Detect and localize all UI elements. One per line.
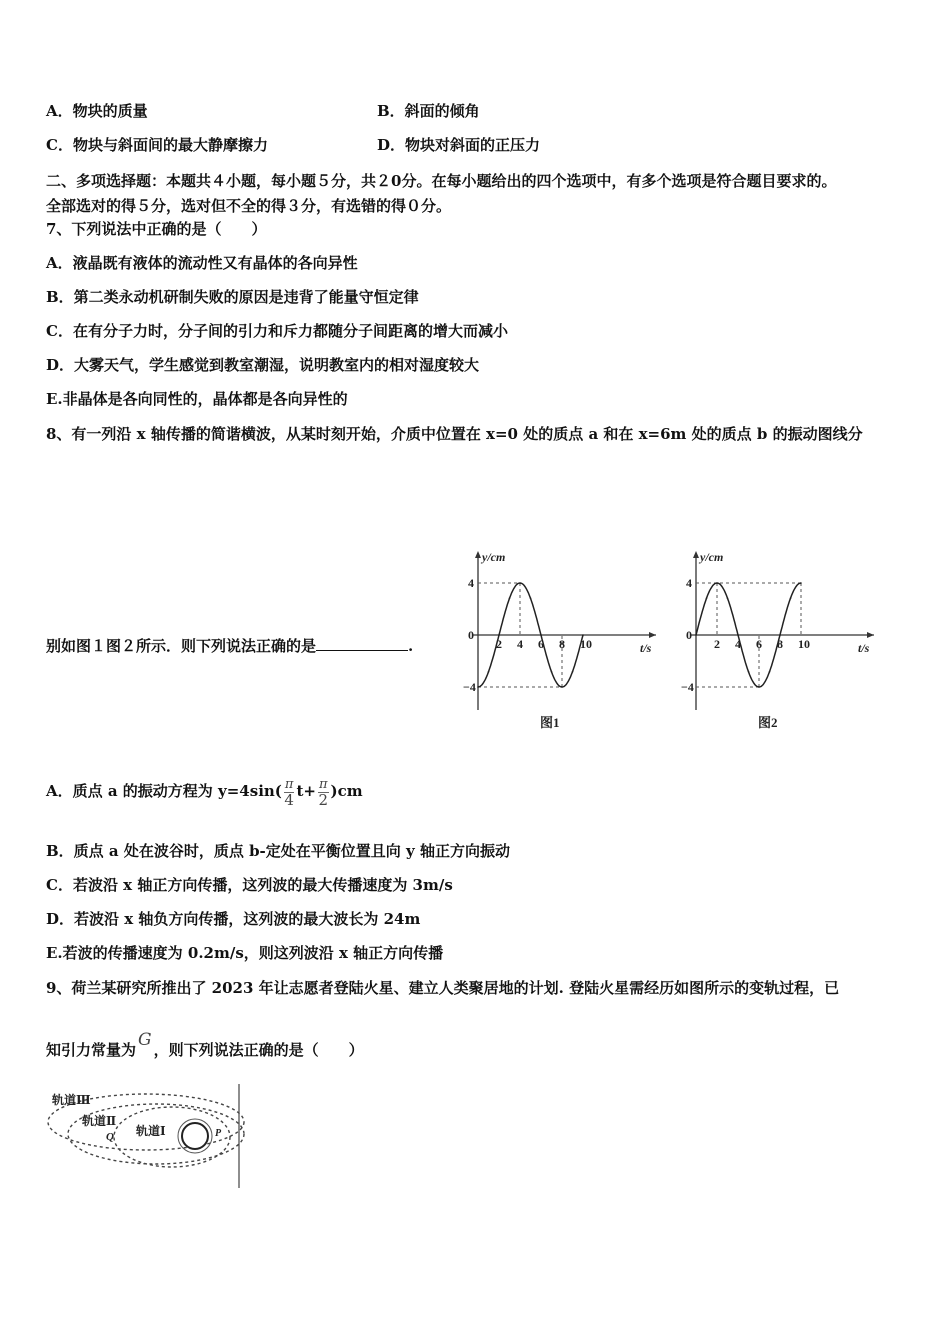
answer-blank [316, 636, 408, 651]
frac2-den: 2 [318, 790, 328, 809]
fraction-pi-over-2 [318, 778, 329, 807]
data-point [779, 634, 781, 636]
x-tick-label: 8 [559, 637, 565, 651]
q8-stem-end: . [408, 637, 414, 655]
data-point [551, 671, 553, 673]
x-tick-label: 10 [580, 637, 592, 651]
orbit-1-label: 轨道Ⅰ [136, 1124, 166, 1138]
section2-heading: 二、多项选择题：本题共４小题，每小题５分，共２0分。在每小题给出的四个选项中，有多个选项是符合题目要求的。 [46, 172, 837, 190]
data-point [509, 597, 511, 599]
x-tick-label: 6 [538, 637, 544, 651]
x-tick-label: 2 [714, 637, 720, 651]
mars-planet [182, 1123, 208, 1149]
figure-caption: 图2 [758, 715, 778, 730]
y-tick-label: 4 [468, 576, 474, 590]
x-axis-label: t/s [640, 641, 652, 655]
q7-option-b: B．第二类永动机研制失败的原因是违背了能量守恒定律 [46, 288, 419, 306]
q8-option-b: B．质点 a 处在波谷时，质点 b-定处在平衡位置且向 y 轴正方向振动 [46, 842, 510, 860]
data-point [727, 597, 729, 599]
q7-option-d: D．大雾天气，学生感觉到教室潮湿，说明教室内的相对湿度较大 [46, 356, 480, 374]
data-point [498, 634, 500, 636]
q8-stem-line1: 8、有一列沿 x 轴传播的简谐横波，从某时刻开始，介质中位置在 x=0 处的质点 a 和在 x=6m 处的质点 b 的振动图线分 [46, 425, 863, 443]
q6-option-a: A．物块的质量 [46, 102, 148, 120]
figure-1-chart [450, 545, 670, 740]
fraction-pi-over-4 [284, 778, 295, 807]
x-tick-label: 10 [798, 637, 810, 651]
figure-caption: 图1 [540, 715, 560, 730]
data-point [748, 671, 750, 673]
y-tick-label: −4 [681, 680, 694, 694]
q9-stem-prefix: 知引力常量为 [46, 1041, 137, 1059]
y-tick-label: 0 [686, 628, 692, 642]
orbit-2-label: 轨道Ⅱ [82, 1114, 117, 1128]
q6-option-d: D．物块对斜面的正压力 [377, 136, 541, 154]
x-tick-label: 4 [735, 637, 741, 651]
data-point [540, 634, 542, 636]
y-axis-label: y/cm [700, 550, 724, 564]
data-point [758, 686, 760, 688]
q7-stem: 7、下列说法中正确的是（ ） [46, 220, 267, 238]
q8-a-suffix: )cm [330, 782, 363, 800]
x-axis-arrow [867, 632, 874, 638]
x-tick-label: 8 [777, 637, 783, 651]
q8-a-mid: t+ [296, 782, 316, 800]
x-axis-label: t/s [858, 641, 870, 655]
y-tick-label: 4 [686, 576, 692, 590]
frac1-den: 4 [284, 790, 294, 809]
q8-stem-text: 别如图１图２所示．则下列说法正确的是 [46, 637, 317, 655]
data-point [582, 634, 584, 636]
q8-a-prefix: A．质点 a 的振动方程为 y=4sin( [46, 782, 282, 800]
data-point [737, 634, 739, 636]
q7-option-c: C．在有分子力时，分子间的引力和斥力都随分子间距离的增大而减小 [46, 322, 508, 340]
data-point [561, 686, 563, 688]
data-point [519, 582, 521, 584]
y-axis-arrow [693, 551, 699, 558]
point-p-label: P [215, 1128, 222, 1139]
data-point [706, 597, 708, 599]
data-point [488, 671, 490, 673]
data-point [716, 582, 718, 584]
q7-option-e: E.非晶体是各向同性的，晶体都是各向异性的 [46, 390, 348, 408]
y-tick-label: −4 [463, 680, 476, 694]
q9-stem-line2 [46, 1030, 364, 1060]
frac1-num: π [284, 776, 294, 792]
data-point [695, 634, 697, 636]
q9-stem-line1: 9、荷兰某研究所推出了 2023 年让志愿者登陆火星、建立人类聚居地的计划. 登陆火星需经历如图所示的变轨过程，已 [46, 979, 840, 997]
q9-stem-suffix: ，则下列说法正确的是（ ） [153, 1041, 364, 1059]
y-axis-label: y/cm [482, 550, 506, 564]
q7-option-a: A．液晶既有液体的流动性又有晶体的各向异性 [46, 254, 358, 272]
q6-option-b: B．斜面的倾角 [377, 102, 480, 120]
q8-stem-line2 [46, 636, 413, 656]
figure-2-chart [668, 545, 888, 740]
q6-option-c: C．物块与斜面间的最大静摩擦力 [46, 136, 268, 154]
section2-scoring: 全部选对的得５分，选对但不全的得３分，有选错的得０分。 [46, 197, 452, 215]
orbit-diagram [44, 1082, 249, 1192]
data-point [477, 686, 479, 688]
data-point [790, 597, 792, 599]
q8-option-c: C．若波沿 x 轴正方向传播，这列波的最大传播速度为 3m/s [46, 876, 453, 894]
y-tick-label: 0 [468, 628, 474, 642]
x-axis-arrow [649, 632, 656, 638]
y-axis-arrow [475, 551, 481, 558]
orbit-3-label: 轨道Ⅲ [52, 1093, 91, 1107]
q8-option-d: D．若波沿 x 轴负方向传播，这列波的最大波长为 24m [46, 910, 421, 928]
data-point [800, 582, 802, 584]
x-tick-label: 6 [756, 637, 762, 651]
q8-option-e: E.若波的传播速度为 0.2m/s，则这列波沿 x 轴正方向传播 [46, 944, 444, 962]
data-point [572, 671, 574, 673]
data-point [769, 671, 771, 673]
orbit-1-ellipse [114, 1107, 230, 1167]
q8-option-a [46, 775, 363, 807]
point-q-label: Q [106, 1131, 114, 1143]
data-point [530, 597, 532, 599]
gravitational-constant-symbol: G [138, 1030, 152, 1050]
x-tick-label: 2 [496, 637, 502, 651]
x-tick-label: 4 [517, 637, 523, 651]
frac2-num: π [318, 776, 328, 792]
